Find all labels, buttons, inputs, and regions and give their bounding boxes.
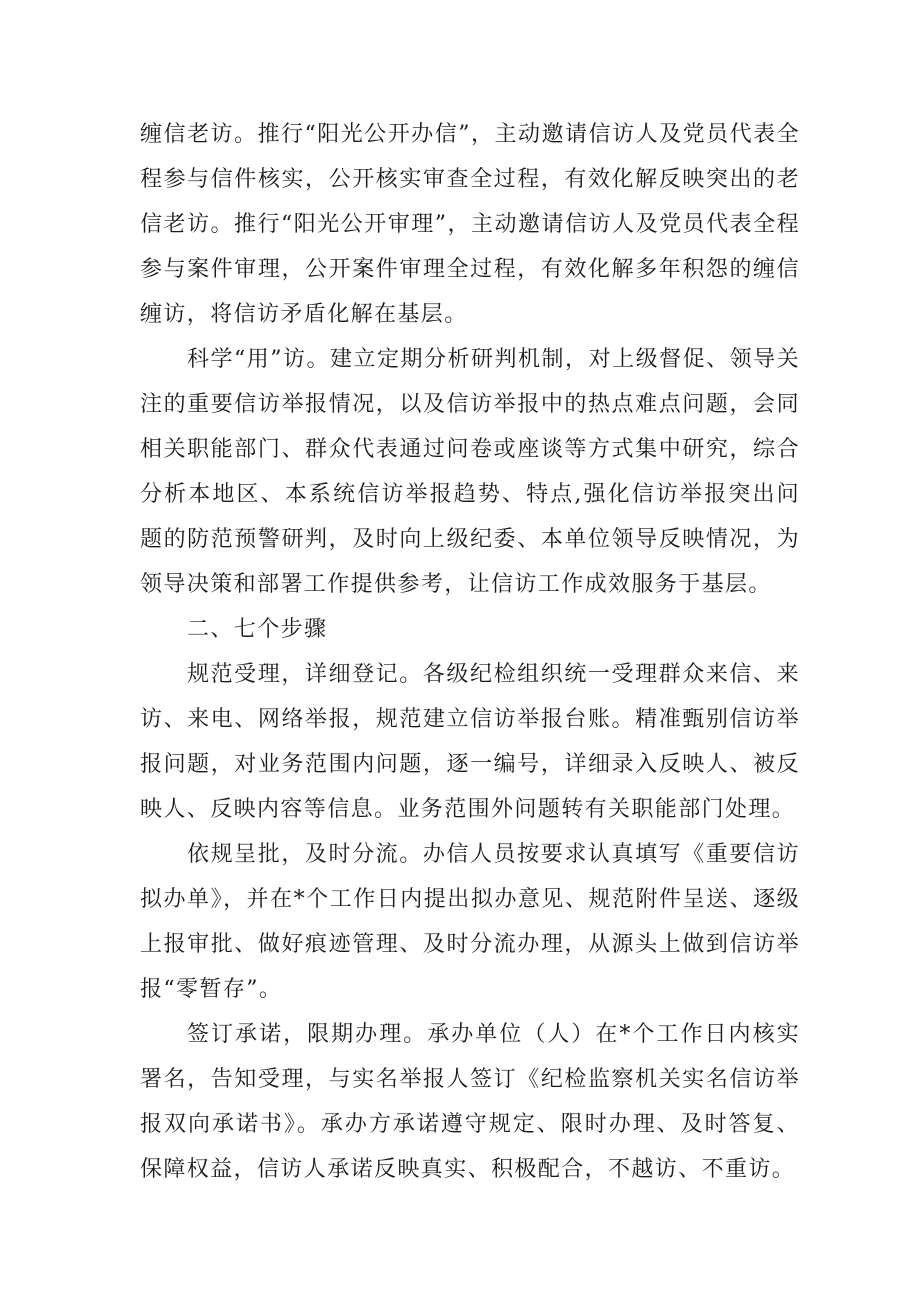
document-body: [140, 112, 800, 1192]
paragraph-step-register: 规范受理，详细登记。各级纪检组织统一受理群众来信、来访、来电、网络举报，规范建立信访举报台账。精准甄别信访举报问题，对业务范围内问题，逐一编号，详细录入反映人、被反映人、反映内容等信息。业务范围外问题转有关职能部门处理。: [140, 662, 800, 822]
paragraph-scientific-use: 科学“用”访。建立定期分析研判机制，对上级督促、领导关注的重要信访举报情况，以及信访举报中的热点难点问题，会同相关职能部门、群众代表通过问卷或座谈等方式集中研究，综合分析本地区、本系统信访举报趋势、特点,强化信访举报突出问题的防范预警研判，及时向上级纪委、本单位领导反映情况，为领导决策和部署工作提供参考，让信访工作成效服务于基层。: [140, 347, 800, 597]
section-heading-seven-steps: 二、七个步骤: [187, 617, 328, 642]
paragraph-step-approve: 依规呈批，及时分流。办信人员按要求认真填写《重要信访拟办单》，并在*个工作日内提出拟办意见、规范附件呈送、逐级上报审批、做好痕迹管理、及时分流办理，从源头上做到信访举报“零暂存”。: [140, 842, 800, 1002]
paragraph-step-commit: 签订承诺，限期办理。承办单位（人）在*个工作日内核实署名，告知受理，与实名举报人签订《纪检监察机关实名信访举报双向承诺书》。承办方承诺遵守规定、限时办理、及时答复、保障权益，信访人承诺反映真实、积极配合，不越访、不重访。: [140, 1022, 800, 1182]
paragraph-continuation: 缠信老访。推行“阳光公开办信”，主动邀请信访人及党员代表全程参与信件核实，公开核实审查全过程，有效化解反映突出的老信老访。推行“阳光公开审理”，主动邀请信访人及党员代表全程参与案件审理，公开案件审理全过程，有效化解多年积怨的缠信缠访，将信访矛盾化解在基层。: [140, 122, 800, 327]
